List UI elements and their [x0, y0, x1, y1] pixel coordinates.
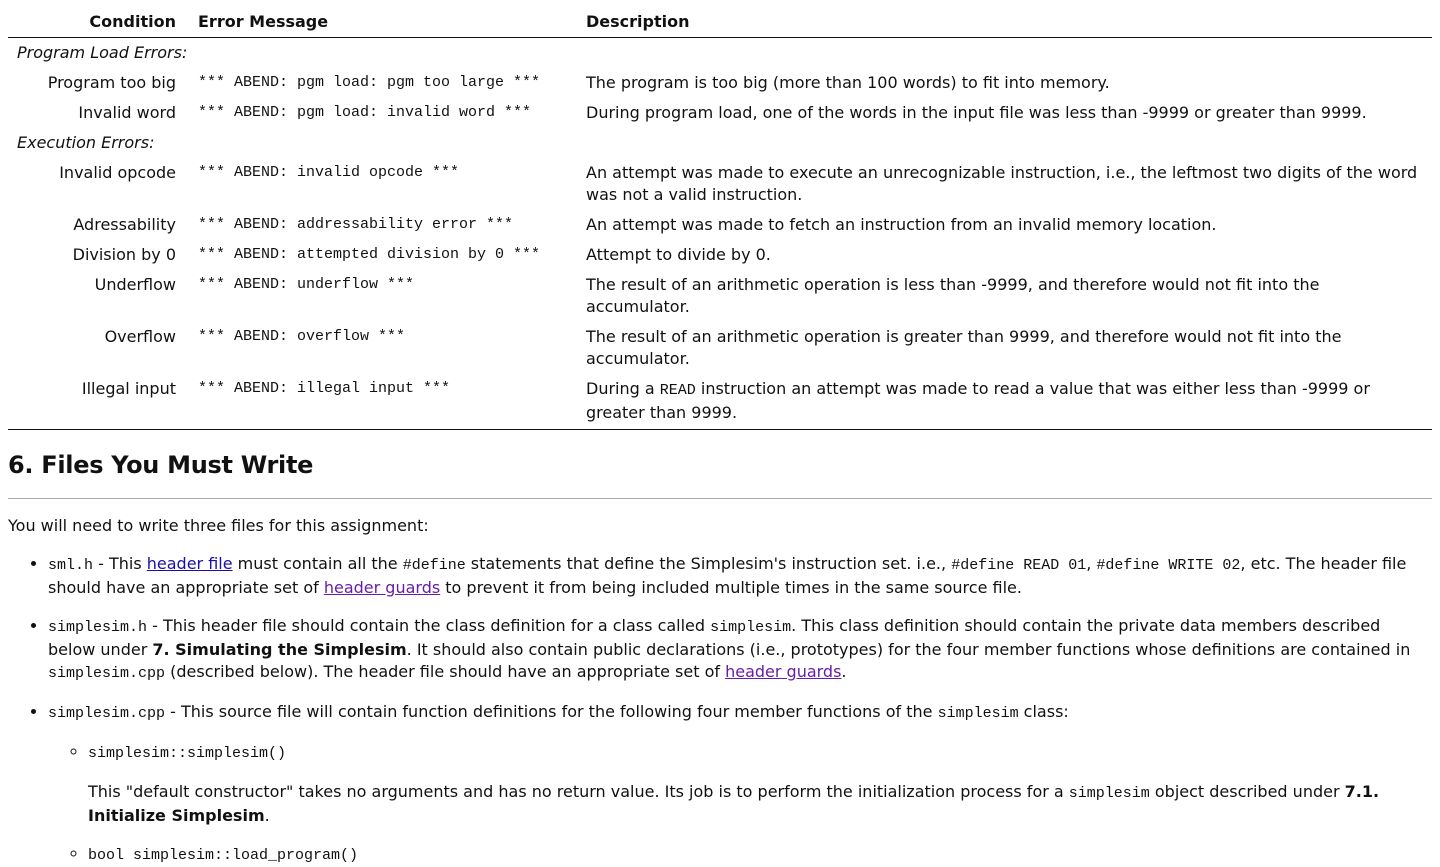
text: (described below). The header file should have an appropriate set of [165, 662, 726, 681]
list-item-load-program [88, 843, 1432, 867]
list-item-simplesim-h [48, 615, 1432, 685]
description-header: Description [576, 0, 1432, 38]
table-row [8, 98, 1432, 128]
inline-code: #define [402, 557, 466, 574]
table-row [8, 374, 1432, 430]
inline-code: simplesim [710, 619, 792, 636]
text: to prevent it from being included multiple times in the same source file. [440, 578, 1022, 597]
section-row-exec [8, 128, 1432, 158]
text: . This class definition should contain the private data members described below under [48, 616, 1381, 659]
text: , [1086, 554, 1097, 573]
text: , etc. The header file should have an appropriate set of [48, 554, 1407, 597]
text: object described under [1149, 782, 1345, 801]
condition-cell: Illegal input [8, 374, 188, 430]
table-row [8, 68, 1432, 98]
error-message-cell: *** ABEND: pgm load: invalid word *** [198, 104, 532, 121]
error-message-cell: *** ABEND: underflow *** [198, 276, 415, 293]
inline-code: simplesim [937, 705, 1019, 722]
condition-cell: Adressability [73, 215, 176, 234]
table-row [8, 240, 1432, 270]
error-message-cell: *** ABEND: invalid opcode *** [198, 164, 460, 181]
condition-cell: Invalid opcode [59, 163, 176, 182]
description-cell: During program load, one of the words in the input file was less than -9999 or greater than 9999. [586, 103, 1367, 122]
condition-cell: Overflow [104, 327, 176, 346]
file-name: simplesim.cpp [48, 705, 166, 722]
function-description [88, 781, 1432, 827]
error-message-cell: *** ABEND: illegal input *** [188, 374, 576, 430]
inline-code: #define WRITE 02 [1096, 557, 1241, 574]
function-signature: bool simplesim::load_program() [88, 847, 359, 864]
condition-header: Condition [8, 0, 188, 38]
section-row-load [8, 38, 1432, 69]
error-message-cell: *** ABEND: addressability error *** [198, 216, 514, 233]
text: . It should also contain public declarations (i.e., prototypes) for the four member functions whose definitions are contained in [406, 640, 1411, 659]
header-guards-link[interactable]: header guards [323, 578, 441, 597]
text: . [264, 806, 270, 825]
description-cell [576, 374, 1432, 430]
description-cell: An attempt was made to execute an unrecognizable instruction, i.e., the leftmost two digits of the word was not a valid instruction. [586, 163, 1418, 204]
error-message-cell: *** ABEND: pgm load: pgm too large *** [198, 74, 541, 91]
desc-text: instruction an attempt was made to read a value that was either less than -9999 or greater than 9999. [586, 379, 1370, 422]
text: This "default constructor" takes no arguments and has no return value. Its job is to perform the initialization process for a [88, 782, 1069, 801]
section-label: Execution Errors: [17, 133, 155, 152]
text: - This source file will contain function definitions for the following four member functions of the [165, 702, 938, 721]
description-cell: The result of an arithmetic operation is greater than 9999, and therefore would not fit into the accumulator. [586, 327, 1342, 368]
table-row [8, 210, 1432, 240]
section-label: Program Load Errors: [17, 43, 188, 62]
error-message-cell: *** ABEND: overflow *** [198, 328, 406, 345]
description-cell: The result of an arithmetic operation is less than -9999, and therefore would not fit into the accumulator. [586, 275, 1320, 316]
text: statements that define the Simplesim's instruction set. i.e., [465, 554, 952, 573]
inline-code: simplesim.cpp [48, 665, 166, 682]
function-signature: simplesim::simplesim() [88, 745, 287, 762]
desc-text: During a [586, 379, 660, 398]
section-heading: 6. Files You Must Write [8, 450, 1432, 499]
table-row [8, 158, 1432, 210]
text: - This header file should contain the class definition for a class called [147, 616, 711, 635]
bold-ref: 7. Simulating the Simplesim [152, 640, 407, 659]
condition-cell: Division by 0 [72, 245, 176, 264]
table-row [8, 322, 1432, 374]
error-message-cell: *** ABEND: attempted division by 0 *** [198, 246, 541, 263]
header-file-link[interactable]: header file [146, 554, 233, 573]
table-header-row [8, 0, 1432, 38]
text: - This [93, 554, 147, 573]
condition-cell: Program too big [47, 73, 176, 92]
bold-ref: 7.1. Initialize Simplesim [88, 782, 1380, 825]
condition-cell: Underflow [94, 275, 176, 294]
file-name: simplesim.h [48, 619, 148, 636]
error-message-header: Error Message [188, 0, 576, 38]
list-item-constructor [88, 741, 1432, 827]
list-item-sml-h [48, 553, 1432, 599]
header-guards-link[interactable]: header guards [725, 662, 842, 681]
error-table [8, 0, 1432, 430]
intro-paragraph: You will need to write three files for this assignment: [8, 516, 429, 535]
description-cell: An attempt was made to fetch an instruction from an invalid memory location. [586, 215, 1217, 234]
description-cell: Attempt to divide by 0. [586, 245, 771, 264]
list-item-simplesim-cpp [48, 701, 1432, 867]
text: class: [1018, 702, 1069, 721]
text: . [841, 662, 847, 681]
functions-list [48, 741, 1432, 867]
condition-cell: Invalid word [78, 103, 176, 122]
description-cell: The program is too big (more than 100 words) to fit into memory. [586, 73, 1110, 92]
read-code: READ [659, 382, 696, 399]
files-list [8, 553, 1432, 867]
text: must contain all the [232, 554, 403, 573]
table-row [8, 270, 1432, 322]
inline-code: #define READ 01 [951, 557, 1087, 574]
file-name: sml.h [48, 557, 94, 574]
inline-code: simplesim [1068, 785, 1150, 802]
